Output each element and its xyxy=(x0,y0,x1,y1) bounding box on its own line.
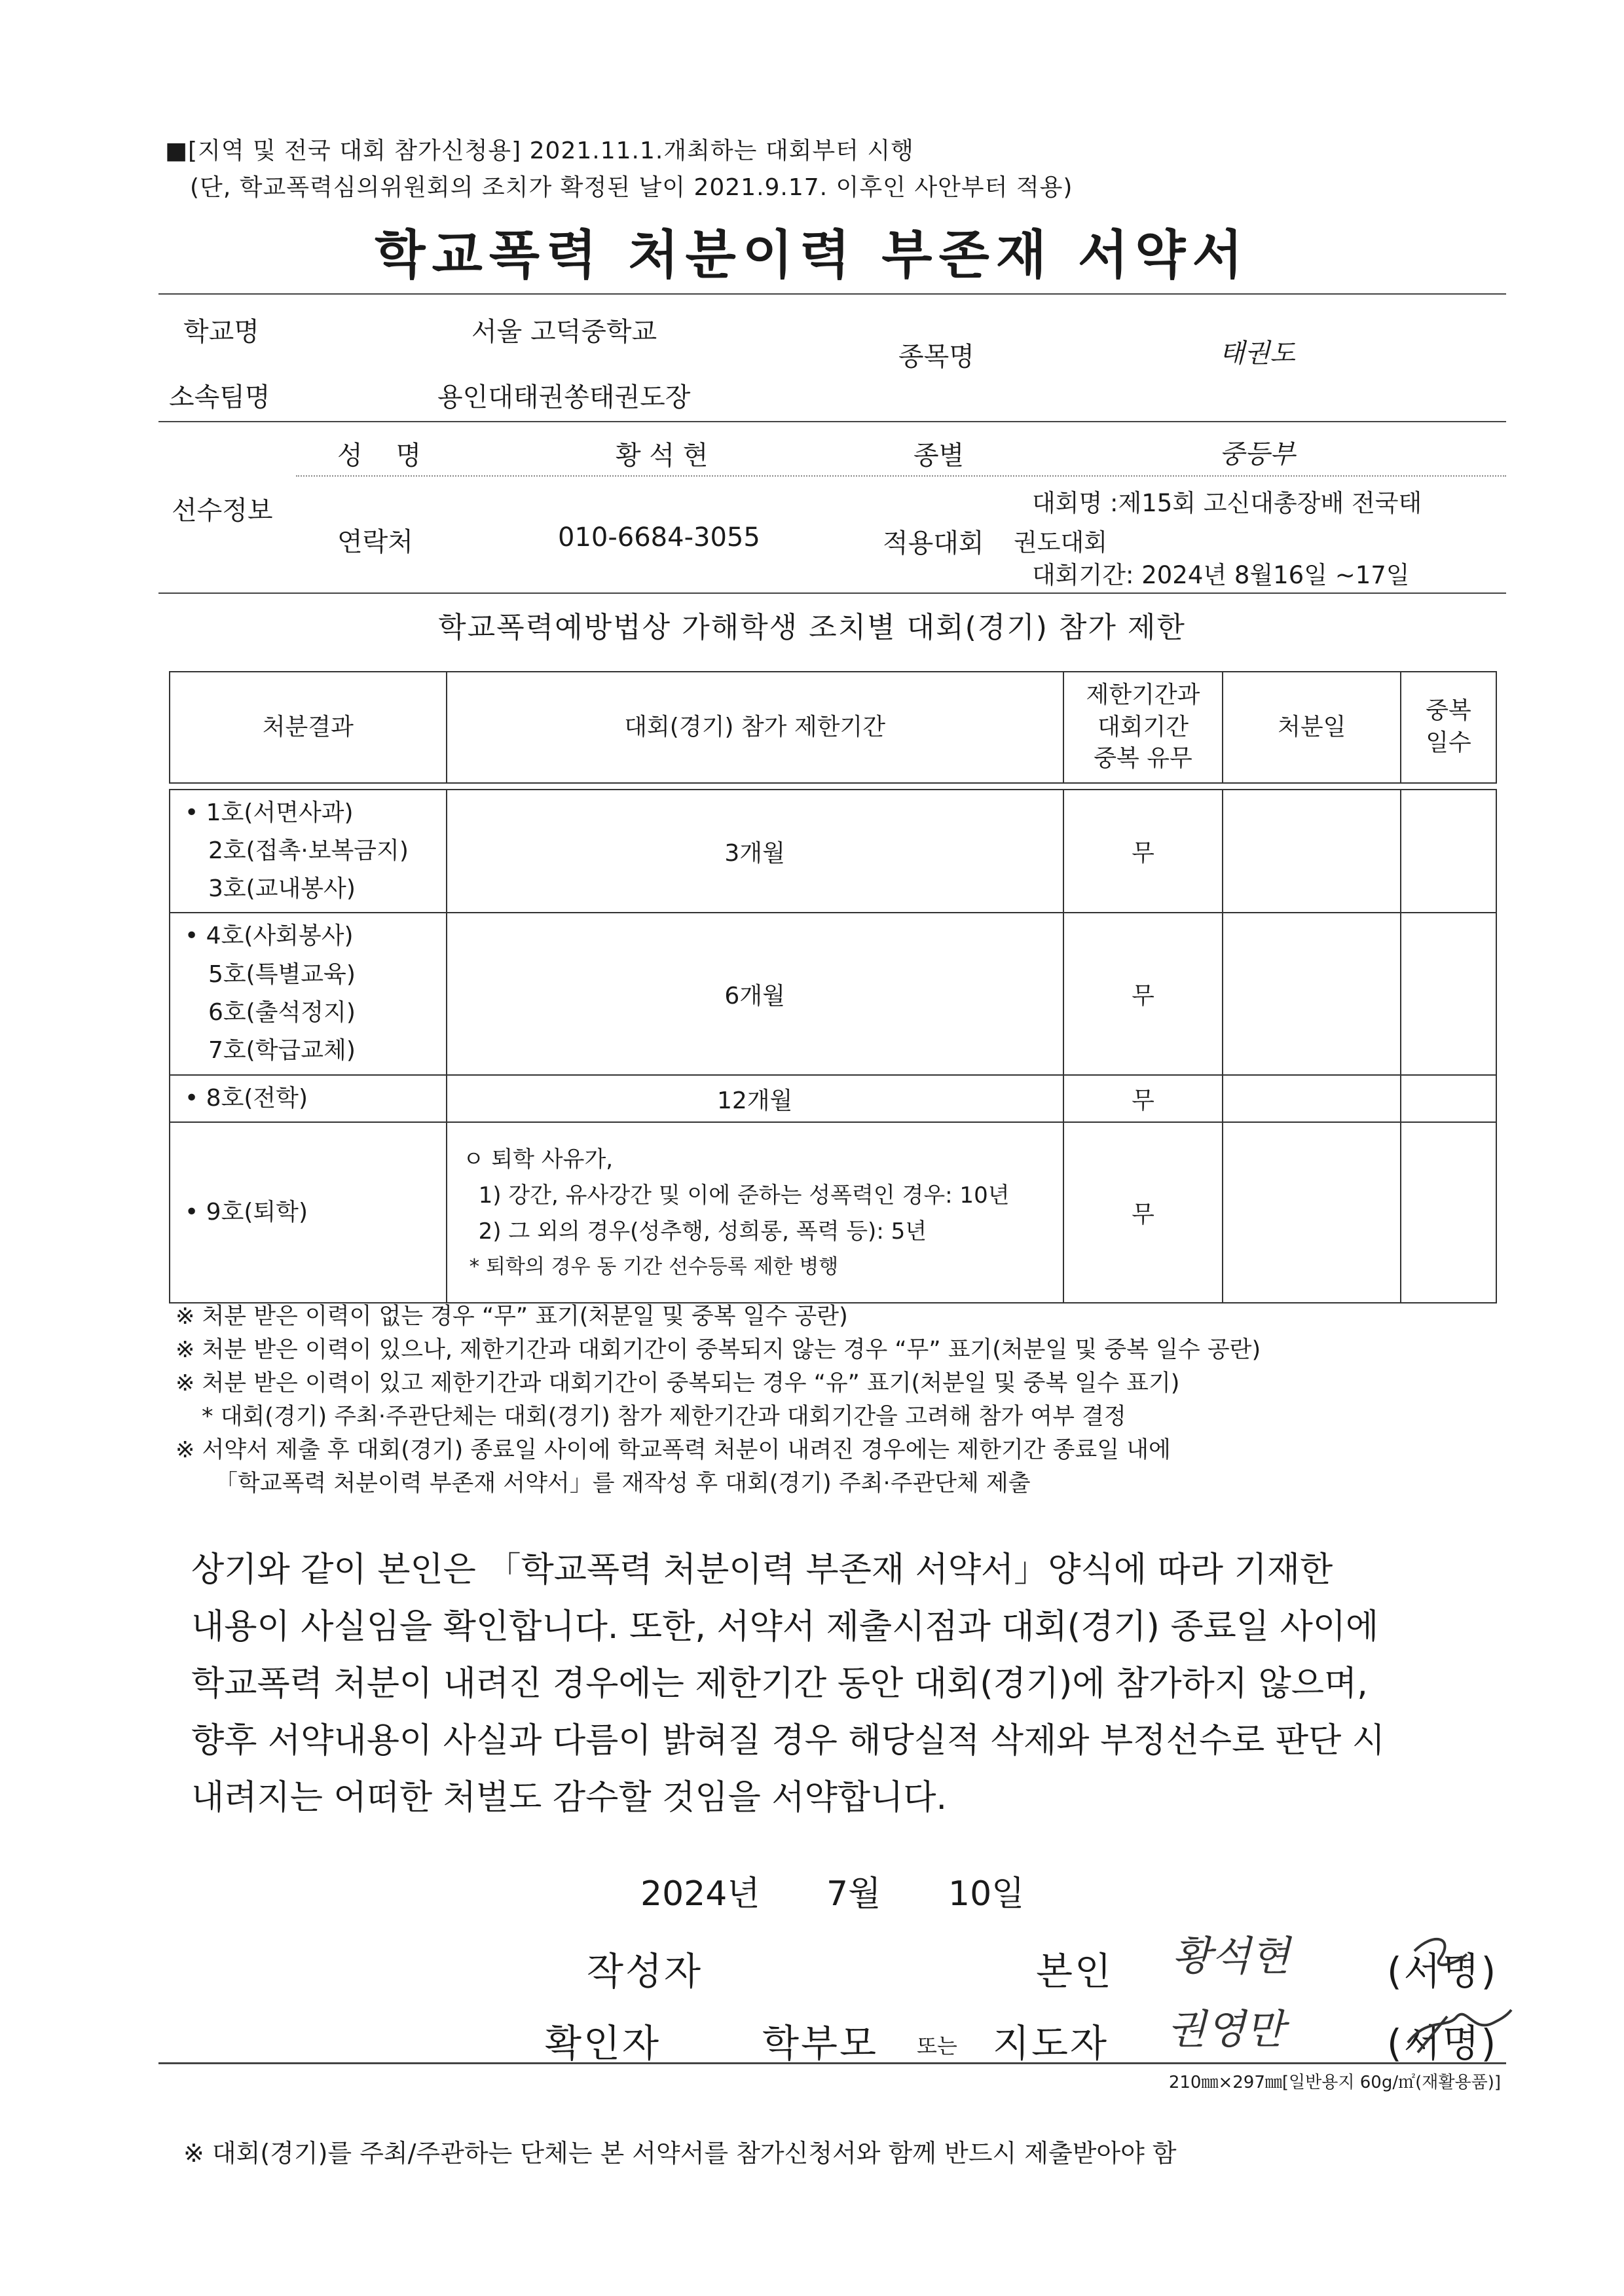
pledge-line-3: 학교폭력 처분이 내려진 경우에는 제한기간 동안 대회(경기)에 참가하지 않으며, xyxy=(191,1664,1368,1704)
or-label: 또는 xyxy=(917,2033,957,2058)
note-4: * 대회(경기) 주최·주관단체는 대회(경기) 참가 제한기간과 대회기간을 고려해 참가 여부 결정 xyxy=(202,1404,1126,1430)
row-1-overlap: 무 xyxy=(1063,790,1223,913)
penalty-table xyxy=(169,671,1497,1303)
table-row xyxy=(170,790,1496,913)
header-overlap-line-3: 중복 유무 xyxy=(1094,745,1192,773)
row-4-result xyxy=(170,1122,447,1303)
header-line-2: (단, 학교폭력심의위원회의 조치가 확정된 날이 2021.9.17. 이후인 사안부터 적용) xyxy=(190,174,1073,201)
section-title: 학교폭력예방법상 가해학생 조치별 대회(경기) 참가 제한 xyxy=(438,611,1186,644)
paper-spec: 210㎜×297㎜[일반용지 60g/㎡(재활용품)] xyxy=(1168,2073,1501,2092)
header-overlap xyxy=(1063,672,1223,783)
info-top-rule xyxy=(158,293,1506,295)
coach-label: 지도자 xyxy=(993,2021,1109,2066)
row-4-days xyxy=(1401,1122,1496,1303)
header-period: 대회(경기) 참가 제한기간 xyxy=(447,672,1063,783)
header-overlap-line-2: 대회기간 xyxy=(1097,713,1189,740)
date-day: 10일 xyxy=(948,1874,1025,1914)
row-4-line-1: • 9호(퇴학) xyxy=(185,1198,308,1226)
date-year: 2024년 xyxy=(640,1874,760,1914)
date-month: 7월 xyxy=(826,1874,881,1914)
name-label: 성 명 xyxy=(337,441,422,471)
team-value: 용인대태권쏭태권도장 xyxy=(437,382,691,412)
pledge-line-5: 내려지는 어떠한 처벌도 감수할 것임을 서약합니다. xyxy=(191,1778,948,1817)
table-row xyxy=(170,1122,1496,1303)
player-info-label: 선수정보 xyxy=(172,496,273,526)
row-3-overlap: 무 xyxy=(1063,1075,1223,1122)
row-3-line-1: • 8호(전학) xyxy=(185,1084,308,1112)
competition-name-line-2: 권도대회 xyxy=(1014,528,1107,556)
row-2-line-2: 5호(특별교육) xyxy=(208,960,356,988)
note-2: ※ 처분 받은 이력이 있으나, 제한기간과 대회기간이 중복되지 않는 경우 “무” 표기(처분일 및 중복 일수 공란) xyxy=(175,1337,1261,1363)
row-4-detail-3: 2) 그 외의 경우(성추행, 성희롱, 폭력 등): 5년 xyxy=(478,1218,927,1245)
row-1-period: 3개월 xyxy=(447,790,1063,913)
row-4-detail-1: ㅇ 퇴학 사유가, xyxy=(462,1146,614,1173)
pledge-paragraph xyxy=(191,1542,1488,1827)
row-2-line-3: 6호(출석정지) xyxy=(208,999,356,1026)
event-value: 태권도 xyxy=(1219,338,1295,369)
row-4-overlap: 무 xyxy=(1063,1122,1223,1303)
event-label: 종목명 xyxy=(898,342,974,372)
row-3-period: 12개월 xyxy=(447,1075,1063,1122)
row-1-line-2: 2호(접촉·보복금지) xyxy=(208,837,409,864)
sign-mark-1: (서명) xyxy=(1387,1949,1498,1994)
self-signature: 황석현 xyxy=(1172,1932,1290,1980)
table-row xyxy=(170,913,1496,1075)
row-4-period xyxy=(447,1122,1063,1303)
document-title: 학교폭력 처분이력 부존재 서약서 xyxy=(375,225,1249,285)
sign-mark-2: (서명) xyxy=(1387,2021,1498,2066)
competition-name-line-1: 대회명 :제15회 고신대총장배 전국태 xyxy=(1032,489,1422,517)
row-2-line-1: • 4호(사회봉사) xyxy=(185,922,354,950)
row-2-overlap: 무 xyxy=(1063,913,1223,1075)
team-label: 소속팀명 xyxy=(169,382,270,412)
parent-label: 학부모 xyxy=(762,2021,879,2066)
row-4-detail-2: 1) 강간, 유사강간 및 이에 준하는 성폭력인 경우: 10년 xyxy=(478,1182,1010,1209)
contact-value: 010-6684-3055 xyxy=(558,522,760,553)
row-1-days xyxy=(1401,790,1496,913)
header-days-line-1: 중복 xyxy=(1426,697,1471,725)
writer-label: 작성자 xyxy=(587,1949,703,1994)
table-row xyxy=(170,1075,1496,1122)
header-line-1: ■[지역 및 전국 대회 참가신청용] 2021.11.1.개최하는 대회부터 시행 xyxy=(165,137,914,164)
note-6: 「학교폭력 처분이력 부존재 서약서」를 재작성 후 대회(경기) 주최·주관단체 제출 xyxy=(215,1470,1031,1497)
row-2-result xyxy=(170,913,447,1075)
competition-period: 대회기간: 2024년 8월16일 ~17일 xyxy=(1032,561,1410,589)
row-4-date xyxy=(1223,1122,1401,1303)
row-1-line-3: 3호(교내봉사) xyxy=(208,875,356,903)
name-value: 황 석 현 xyxy=(616,441,709,471)
row-2-line-4: 7호(학급교체) xyxy=(208,1037,356,1065)
confirmer-label: 확인자 xyxy=(545,2021,661,2066)
pledge-line-1: 상기와 같이 본인은 「학교폭력 처분이력 부존재 서약서」양식에 따라 기재한 xyxy=(191,1550,1333,1590)
header-date: 처분일 xyxy=(1223,672,1401,783)
row-2-period: 6개월 xyxy=(447,913,1063,1075)
row-1-date xyxy=(1223,790,1401,913)
info-dotted-rule xyxy=(296,475,1506,477)
note-3: ※ 처분 받은 이력이 있고 제한기간과 대회기간이 중복되는 경우 “유” 표기(처분일 및 중복 일수 표기) xyxy=(175,1370,1180,1396)
division-value: 중등부 xyxy=(1219,439,1295,469)
notes xyxy=(175,1300,1261,1501)
contact-label: 연락처 xyxy=(337,527,413,557)
footer-note: ※ 대회(경기)를 주최/주관하는 단체는 본 서약서를 참가신청서와 함께 반드시 제출받아야 함 xyxy=(183,2139,1177,2168)
info-bottom-rule xyxy=(158,592,1506,594)
school-value: 서울 고덕중학교 xyxy=(471,317,657,347)
note-5: ※ 서약서 제출 후 대회(경기) 종료일 사이에 학교폭력 처분이 내려진 경우에는 제한기간 종료일 내에 xyxy=(175,1437,1171,1463)
header-overlap-line-1: 제한기간과 xyxy=(1086,682,1200,709)
school-label: 학교명 xyxy=(183,317,259,347)
row-3-result xyxy=(170,1075,447,1122)
pledge-line-2: 내용이 사실임을 확인합니다. 또한, 서약서 제출시점과 대회(경기) 종료일 사이에 xyxy=(191,1607,1379,1647)
bottom-rule xyxy=(158,2062,1506,2064)
row-2-date xyxy=(1223,913,1401,1075)
applied-competition-label: 적용대회 xyxy=(883,528,984,558)
row-1-result xyxy=(170,790,447,913)
header-result: 처분결과 xyxy=(170,672,447,783)
row-3-days xyxy=(1401,1075,1496,1122)
pledge-line-4: 향후 서약내용이 사실과 다름이 밝혀질 경우 해당실적 삭제와 부정선수로 판단 시 xyxy=(191,1721,1385,1760)
table-header-row xyxy=(170,672,1496,783)
self-label: 본인 xyxy=(1036,1949,1114,1994)
header-days xyxy=(1401,672,1496,783)
row-1-line-1: • 1호(서면사과) xyxy=(185,799,354,826)
row-3-date xyxy=(1223,1075,1401,1122)
coach-signature: 권영만 xyxy=(1167,2005,1285,2053)
row-2-days xyxy=(1401,913,1496,1075)
signature-scribble-icon xyxy=(1395,1918,1513,2075)
division-label: 종별 xyxy=(913,441,965,471)
header-days-line-2: 일수 xyxy=(1426,729,1471,756)
info-mid-rule xyxy=(158,421,1506,422)
note-1: ※ 처분 받은 이력이 없는 경우 “무” 표기(처분일 및 중복 일수 공란) xyxy=(175,1303,848,1330)
row-4-detail-4: * 퇴학의 경우 동 기간 선수등록 제한 병행 xyxy=(469,1254,839,1279)
